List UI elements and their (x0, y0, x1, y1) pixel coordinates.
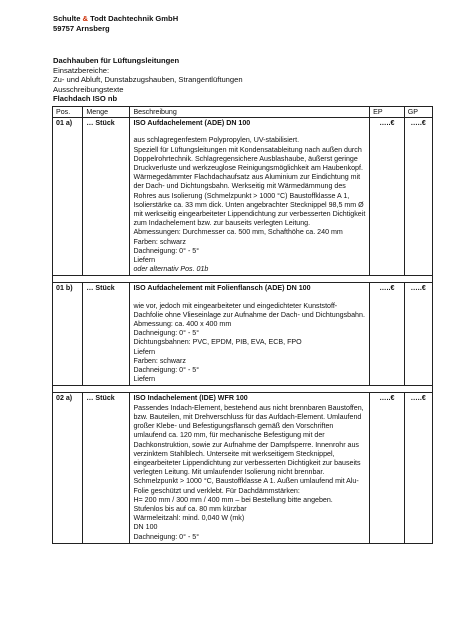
row-menge: … Stück (83, 118, 130, 276)
row-menge: … Stück (83, 283, 130, 386)
row-separator (53, 386, 433, 393)
header-beschreibung: Beschreibung (130, 107, 370, 118)
row-title: ISO Aufdachelement mit Folienflansch (ADE) DN 100 (133, 284, 311, 293)
desc-line: wie vor, jedoch mit eingearbeiteter und eingedichteter Kunststoff-Dachfolie ohne Vlieseinlage zur Aufnahme der Dach- und Dichtungsbahn. (133, 301, 365, 319)
company-city: 59757 Arnsberg (53, 24, 110, 33)
table-header-row (53, 107, 433, 118)
row-gp: .….€ (404, 283, 432, 386)
desc-line: Speziell für Lüftungsleitungen mit Kondensatableitung nach außen durch Doppelrohrtechnik. Schlagregensichere Ausblashaube, äußerst geringe Druckverluste und werkzeuglose Reinigungsmöglichkeit am Haubenkopf. (133, 145, 363, 173)
desc-line: H= 200 mm / 300 mm / 400 mm – bei Bestellung bitte angeben. (133, 495, 333, 504)
row-description (130, 118, 370, 276)
desc-line: Dichtungsbahnen: PVC, EPDM, PIB, EVA, ECB, FPO (133, 338, 302, 347)
document-heading: Dachhauben für Lüftungsleitungen (53, 56, 180, 65)
row-pos: 02 a) (53, 393, 83, 543)
row-pos: 01 b) (53, 283, 83, 386)
header-ep: EP (370, 107, 405, 118)
desc-line: Liefern (133, 347, 156, 356)
title-line-2: Zu- und Abluft, Dunstabzugshauben, Strangentlüftungen (53, 75, 243, 85)
title-block (53, 56, 243, 104)
header-pos: Pos. (53, 107, 83, 118)
row-gp: .….€ (404, 393, 432, 543)
row-body (133, 404, 366, 542)
row-description (130, 283, 370, 386)
row-separator (53, 276, 433, 283)
company-name: Schulte & Todt Dachtechnik GmbH (53, 14, 179, 23)
header-gp: GP (404, 107, 432, 118)
row-body (133, 302, 366, 385)
alternative-note: oder alternativ Pos. 01b (133, 265, 209, 274)
row-pos: 01 a) (53, 118, 83, 276)
desc-line: Liefern (133, 375, 156, 384)
desc-line: Passendes Indach-Element, bestehend aus nicht brennbaren Baustoffen, bzw. Bauteilen, mit Drehverschluss für das Aufdach-Element. Umlaufend großer Klebe- und Befestigungsflansch gemäß den Vorschriften umlaufend ca. 120 mm, für mechanische Befestigung mit der Dachkonstruktion, sowie zur Aufnahme der Dampfsperre. Innenrohr aus verzinktem Stahlblech. Unterseite mit werkseitigem Stecknippel, eingearbeiteter Lippendichtung zur verbesserten Dichtigkeit zur bauseits verlegten Leitung. Mit umlaufender Isolierung nicht brennbar. Schmelzpunkt > 1000 °C, Baustoffklasse A 1. Außen umlaufend mit Alu-Folie geschützt und verklebt. Für Dachdämmstärken: (133, 403, 364, 495)
row-title: ISO Aufdachelement (ADE) DN 100 (133, 119, 251, 128)
table-row (53, 283, 433, 386)
header-menge: Menge (83, 107, 130, 118)
desc-line: Abmessung: ca. 400 x 400 mm (133, 320, 232, 329)
desc-line: Wärmegedämmter Flachdachaufsatz aus Aluminium zur Eindichtung mit der Dach- und Dichtungsbahn. Werkseitig mit Wärmedämmung des Rohres aus Isolierung (Schmelzpunkt > 1000 °C) Baustoffklasse A 1, Isolierstärke ca. 33 mm dick. Unten angebrachter Stecknippel 98,5 mm Ø mit werkseitig eingearbeiteter Lippendichtung zur verbesserten Dichtigkeit zum Indachelement bzw. zur bauseits verlegten Leitung. (133, 173, 366, 228)
title-line-1: Einsatzbereiche: (53, 65, 110, 75)
desc-line: Wärmeleitzahl: mind. 0,040 W (mk) (133, 514, 245, 523)
specification-table (52, 106, 433, 544)
desc-line: Stufenlos bis auf ca. 80 mm kürzbar (133, 504, 247, 513)
row-ep: …..€ (370, 118, 405, 276)
row-ep: …..€ (370, 393, 405, 543)
desc-line: Liefern (133, 256, 156, 265)
row-ep: …..€ (370, 283, 405, 386)
row-body (133, 136, 366, 274)
desc-line: Dachneigung: 0° - 5° (133, 366, 200, 375)
desc-line: Farben: schwarz (133, 237, 186, 246)
row-gp: .….€ (404, 118, 432, 276)
desc-line: Abmessungen: Durchmesser ca. 500 mm, Schafthöhe ca. 240 mm (133, 228, 343, 237)
company-ampersand: & (82, 14, 89, 23)
desc-line: DN 100 (133, 523, 158, 532)
table-row (53, 393, 433, 543)
company-header (53, 14, 178, 34)
document-subheading: Flachdach ISO nb (53, 94, 118, 104)
desc-line: Farben: schwarz (133, 356, 186, 365)
table-row (53, 118, 433, 276)
title-line-3: Ausschreibungstexte (53, 84, 124, 94)
desc-line: Dachneigung: 0° - 5° (133, 329, 200, 338)
row-title: ISO Indachelement (IDE) WFR 100 (133, 394, 248, 403)
desc-line: aus schlagregenfestem Polypropylen, UV-stabilisiert. (133, 136, 300, 145)
row-menge: … Stück (83, 393, 130, 543)
desc-line: Dachneigung: 0° - 5° (133, 532, 200, 541)
row-description (130, 393, 370, 543)
desc-line: Dachneigung: 0° - 5° (133, 246, 200, 255)
